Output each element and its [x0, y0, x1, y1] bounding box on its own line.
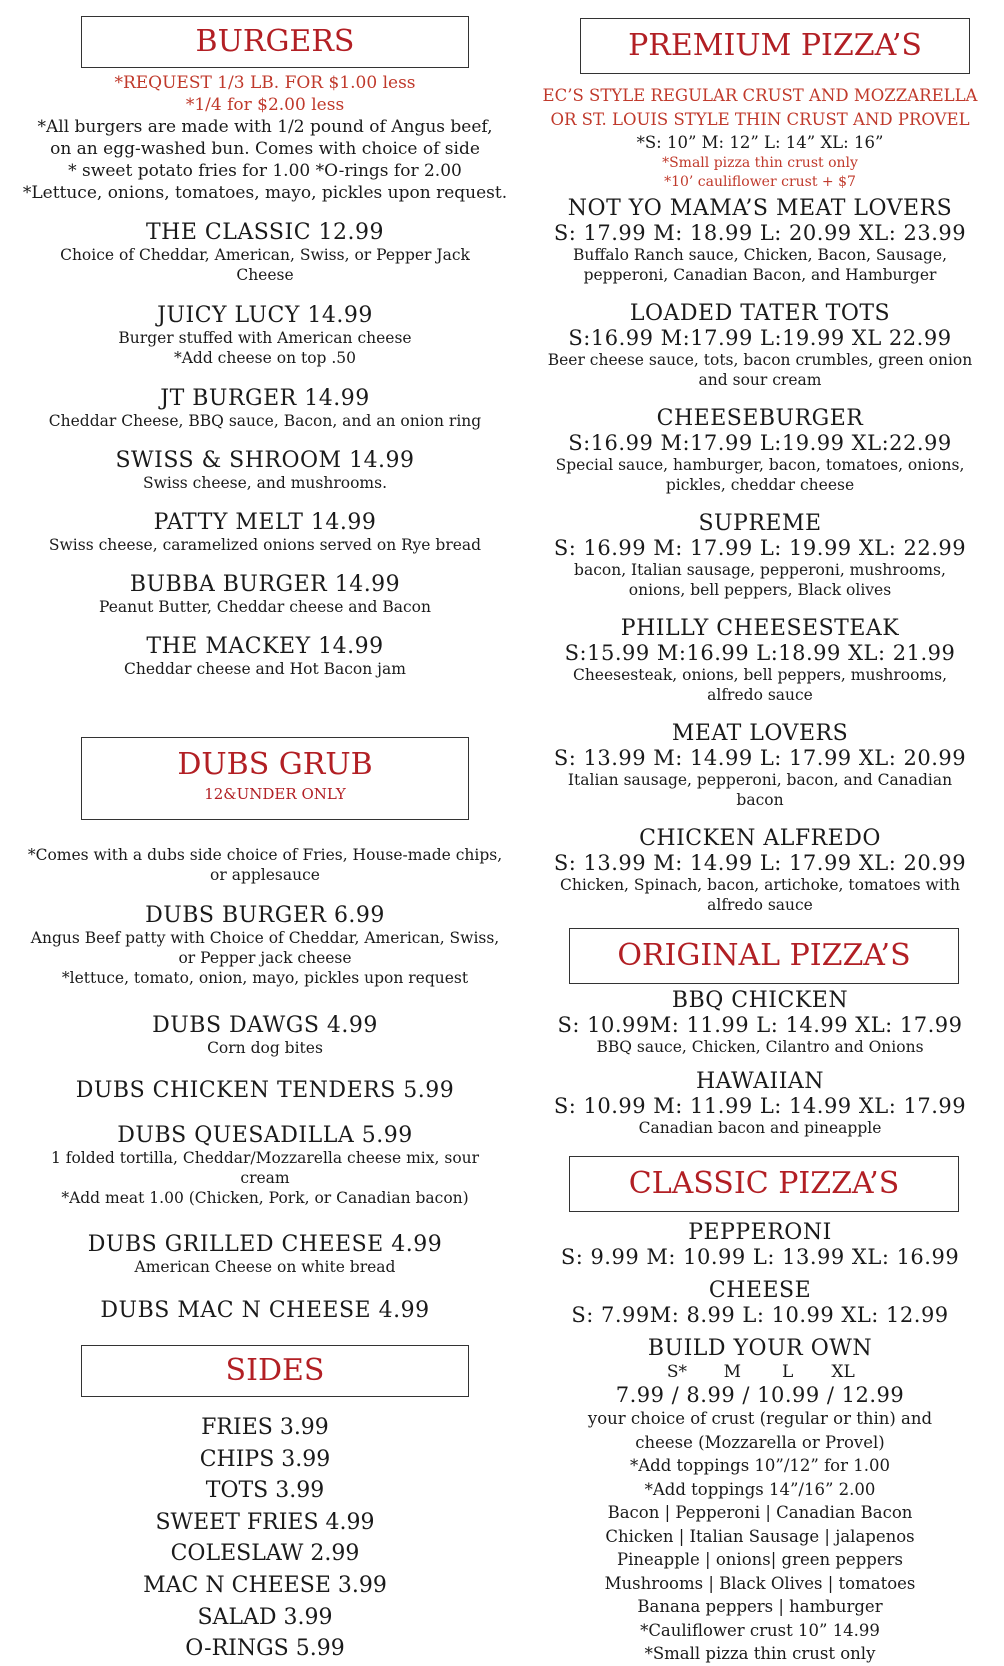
pizza-item [540, 196, 980, 301]
item-name: NOT YO MAMA’S MEAT LOVERS [567, 196, 953, 221]
item-desc: bacon, Italian sausage, pepperoni, mushrooms, [574, 561, 946, 579]
note-red: *Small pizza thin crust only [662, 155, 858, 171]
byo-item [540, 1336, 980, 1666]
side-item: CHIPS 3.99 [199, 1446, 331, 1472]
note-red: *1/4 for $2.00 less [185, 95, 345, 116]
item-prices: 7.99 / 8.99 / 10.99 / 12.99 [615, 1383, 905, 1407]
item-desc: Corn dog bites [207, 1039, 323, 1057]
pizza-item [540, 1069, 980, 1150]
item-name: THE CLASSIC 12.99 [146, 220, 384, 245]
section-title: ORIGINAL PIZZA’S [617, 938, 911, 973]
item-prices: S:16.99 M:17.99 L:19.99 XL:22.99 [568, 431, 952, 455]
original-header [569, 928, 959, 984]
item-name: BUILD YOUR OWN [647, 1336, 873, 1361]
item-name: LOADED TATER TOTS [629, 301, 891, 326]
classic-list [540, 1220, 980, 1666]
burgers-notes [22, 72, 508, 205]
byo-line: *Cauliflower crust 10” 14.99 [640, 1620, 880, 1640]
item-desc: Chicken, Spinach, bacon, artichoke, tomatoes with [560, 876, 960, 894]
dubs-item [22, 1078, 508, 1103]
note: or applesauce [210, 866, 320, 885]
item-name: DUBS DAWGS 4.99 [152, 1013, 378, 1038]
item-desc: *Add meat 1.00 (Chicken, Pork, or Canadian bacon) [61, 1189, 469, 1208]
item-prices: S:16.99 M:17.99 L:19.99 XL 22.99 [568, 326, 952, 350]
burger-item [22, 572, 508, 617]
item-name: HAWAIIAN [695, 1069, 825, 1094]
size-legend: *S: 10” M: 12” L: 14” XL: 16” [636, 133, 884, 152]
item-desc: Swiss cheese, caramelized onions served on Rye bread [48, 536, 482, 554]
item-desc: Angus Beef patty with Choice of Cheddar, American, Swiss, [30, 929, 500, 947]
item-name: JT BURGER 14.99 [160, 386, 370, 411]
pizza-item [540, 826, 980, 931]
size-label: L [782, 1362, 794, 1382]
item-prices: S: 17.99 M: 18.99 L: 20.99 XL: 23.99 [553, 221, 967, 245]
pizza-item [540, 721, 980, 826]
byo-line: Mushrooms | Black Olives | tomatoes [604, 1573, 916, 1593]
sides-list [22, 1412, 508, 1665]
pizza-item [540, 406, 980, 511]
note: *Comes with a dubs side choice of Fries, House-made chips, [27, 846, 503, 864]
burger-item [22, 220, 508, 285]
note-red: *REQUEST 1/3 LB. FOR $1.00 less [114, 73, 416, 93]
item-name: DUBS MAC N CHEESE 4.99 [100, 1298, 430, 1323]
note: on an egg-washed bun. Comes with choice of side [50, 139, 480, 160]
note-red: *10’ cauliflower crust + $7 [664, 174, 856, 190]
byo-line: *Small pizza thin crust only [644, 1644, 876, 1663]
item-name: JUICY LUCY 14.99 [157, 303, 373, 328]
premium-notes [540, 84, 980, 192]
item-desc: alfredo sauce [707, 896, 813, 915]
section-title: PREMIUM PIZZA’S [628, 28, 922, 63]
burger-item [22, 510, 508, 555]
item-desc: Burger stuffed with American cheese [118, 329, 412, 347]
burger-item [22, 448, 508, 493]
item-desc: Cheddar Cheese, BBQ sauce, Bacon, and an onion ring [48, 412, 482, 430]
byo-line: *Add toppings 10”/12” for 1.00 [630, 1456, 890, 1475]
item-desc: pickles, cheddar cheese [665, 476, 855, 495]
item-name: MEAT LOVERS [671, 721, 849, 746]
original-list [540, 988, 980, 1150]
pizza-item [540, 511, 980, 616]
item-name: SWISS & SHROOM 14.99 [115, 448, 415, 473]
item-name: PEPPERONI [688, 1220, 832, 1245]
item-name: PATTY MELT 14.99 [153, 510, 377, 535]
classic-header [569, 1156, 959, 1212]
item-desc: *Add cheese on top .50 [173, 349, 357, 368]
item-desc: Cheese [236, 266, 294, 285]
byo-line: cheese (Mozzarella or Provel) [635, 1432, 885, 1452]
section-subtitle: 12&UNDER ONLY [204, 785, 346, 803]
byo-line: Banana peppers | hamburger [637, 1597, 883, 1616]
section-title: BURGERS [195, 24, 355, 59]
item-desc: pepperoni, Canadian Bacon, and Hamburger [583, 266, 937, 285]
item-name: CHEESEBURGER [656, 406, 864, 431]
side-item: FRIES 3.99 [201, 1415, 329, 1440]
pizza-list [540, 196, 980, 931]
item-desc: and sour cream [698, 371, 822, 390]
item-prices: S: 13.99 M: 14.99 L: 17.99 XL: 20.99 [553, 851, 967, 875]
section-title: SIDES [225, 1353, 325, 1388]
item-desc: BBQ sauce, Chicken, Cilantro and Onions [596, 1038, 924, 1056]
sides-header [81, 1345, 469, 1397]
item-prices: S: 7.99M: 8.99 L: 10.99 XL: 12.99 [571, 1303, 949, 1327]
item-desc: onions, bell peppers, Black olives [628, 581, 892, 600]
item-desc: Peanut Butter, Cheddar cheese and Bacon [98, 598, 432, 616]
item-desc: *lettuce, tomato, onion, mayo, pickles upon request [61, 969, 469, 988]
item-name: BUBBA BURGER 14.99 [129, 572, 401, 597]
item-desc: alfredo sauce [707, 686, 813, 705]
side-item: SALAD 3.99 [197, 1604, 333, 1630]
item-desc: Canadian bacon and pineapple [638, 1119, 882, 1137]
item-desc: American Cheese on white bread [134, 1258, 396, 1276]
item-desc: Buffalo Ranch sauce, Chicken, Bacon, Sausage, [573, 246, 947, 264]
byo-lines [540, 1407, 980, 1666]
size-labels [540, 1361, 980, 1383]
size-label: M [723, 1362, 741, 1382]
side-item: COLESLAW 2.99 [170, 1541, 360, 1567]
item-name: THE MACKEY 14.99 [146, 634, 384, 659]
item-desc: or Pepper jack cheese [178, 949, 352, 968]
item-desc: Italian sausage, pepperoni, bacon, and Canadian [567, 771, 953, 789]
dubs-item [22, 903, 508, 988]
pizza-item [540, 988, 980, 1069]
item-desc: bacon [736, 791, 784, 810]
note-red: EC’S STYLE REGULAR CRUST AND MOZZARELLA [542, 86, 978, 105]
note-red: OR ST. LOUIS STYLE THIN CRUST AND PROVEL [550, 110, 970, 129]
side-item: MAC N CHEESE 3.99 [143, 1572, 387, 1598]
item-desc: Special sauce, hamburger, bacon, tomatoes, onions, [555, 456, 965, 474]
item-name: DUBS QUESADILLA 5.99 [117, 1123, 413, 1148]
pizza-item [540, 1220, 980, 1278]
item-desc: Choice of Cheddar, American, Swiss, or Pepper Jack [60, 246, 470, 264]
item-prices: S: 10.99M: 11.99 L: 14.99 XL: 17.99 [557, 1013, 963, 1037]
premium-header [580, 18, 970, 74]
item-name: DUBS CHICKEN TENDERS 5.99 [75, 1078, 455, 1103]
note: *All burgers are made with 1/2 pound of Angus beef, [37, 117, 493, 138]
size-label: S* [666, 1362, 687, 1382]
pizza-item [540, 616, 980, 721]
item-desc: Cheddar cheese and Hot Bacon jam [124, 660, 406, 678]
byo-line: Bacon | Pepperoni | Canadian Bacon [607, 1503, 913, 1522]
dubs-item [22, 1232, 508, 1277]
byo-line: *Add toppings 14”/16” 2.00 [644, 1479, 876, 1499]
burgers-header [81, 16, 469, 68]
burger-item [22, 634, 508, 679]
dubs-header [81, 737, 469, 820]
dubs-item [22, 1298, 508, 1323]
pizza-item [540, 301, 980, 406]
item-name: CHEESE [708, 1278, 812, 1303]
byo-line: Pineapple | onions| green peppers [617, 1550, 903, 1569]
item-desc: Swiss cheese, and mushrooms. [142, 474, 387, 492]
item-prices: S: 13.99 M: 14.99 L: 17.99 XL: 20.99 [553, 746, 967, 770]
note: * sweet potato fries for 1.00 *O-rings for 2.00 [68, 161, 462, 182]
item-prices: S: 16.99 M: 17.99 L: 19.99 XL: 22.99 [553, 536, 967, 560]
side-item: SWEET FRIES 4.99 [155, 1509, 375, 1535]
item-prices: S: 9.99 M: 10.99 L: 13.99 XL: 16.99 [560, 1245, 960, 1269]
dubs-notes [22, 845, 508, 885]
item-name: DUBS GRILLED CHEESE 4.99 [87, 1232, 443, 1257]
item-prices: S:15.99 M:16.99 L:18.99 XL: 21.99 [564, 641, 956, 665]
pizza-item [540, 1278, 980, 1336]
section-title: CLASSIC PIZZA’S [628, 1166, 900, 1201]
size-label: XL [831, 1362, 855, 1382]
item-name: PHILLY CHEESESTEAK [620, 616, 900, 641]
item-desc: Beer cheese sauce, tots, bacon crumbles, green onion [547, 351, 973, 369]
item-name: CHICKEN ALFREDO [639, 826, 881, 851]
item-name: SUPREME [698, 511, 822, 536]
burger-item [22, 303, 508, 368]
item-name: DUBS BURGER 6.99 [145, 903, 385, 928]
section-title: DUBS GRUB [177, 747, 373, 782]
note: *Lettuce, onions, tomatoes, mayo, pickles upon request. [22, 183, 508, 204]
side-item: TOTS 3.99 [205, 1478, 325, 1504]
dubs-item [22, 1123, 508, 1208]
item-desc: 1 folded tortilla, Cheddar/Mozzarella cheese mix, sour [50, 1149, 480, 1167]
item-prices: S: 10.99 M: 11.99 L: 14.99 XL: 17.99 [553, 1094, 967, 1118]
byo-line: Chicken | Italian Sausage | jalapenos [605, 1526, 915, 1546]
item-desc: Cheesesteak, onions, bell peppers, mushrooms, [572, 666, 948, 684]
item-desc: cream [240, 1169, 290, 1188]
dubs-item [22, 1013, 508, 1058]
byo-line: your choice of crust (regular or thin) and [587, 1409, 933, 1428]
item-name: BBQ CHICKEN [671, 988, 849, 1013]
side-item: O-RINGS 5.99 [185, 1636, 345, 1662]
burger-item [22, 386, 508, 431]
